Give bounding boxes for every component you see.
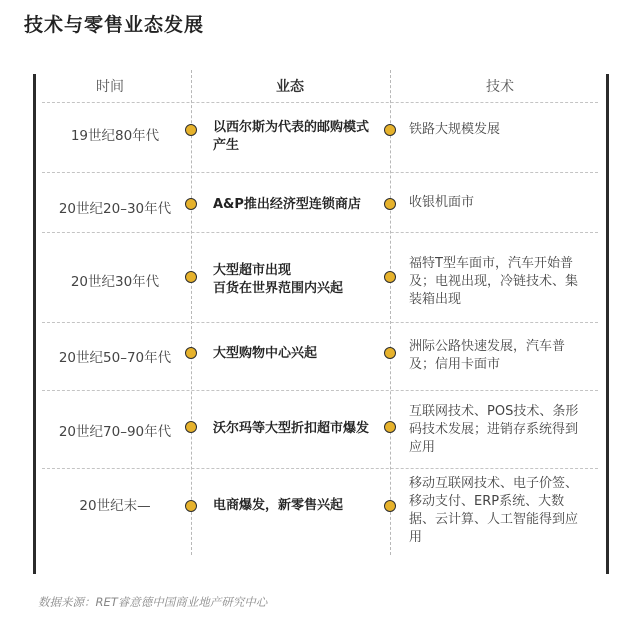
timeline-dot [185,271,197,283]
row-retail-form: 电商爆发，新零售兴起 [213,498,344,513]
row-technology: 福特T型车面市，汽车开始普及；电视出现，冷链技术、集装箱出现 [409,256,579,307]
row-retail-form: 以西尔斯为代表的邮购模式产生 [213,120,370,153]
timeline-dot [185,124,197,136]
row-retail-form: 沃尔玛等大型折扣超市爆发 [213,421,370,436]
row-retail-form: 大型购物中心兴起 [213,346,318,361]
right-frame-bar [606,74,609,574]
row-divider [42,468,598,469]
page-title: 技术与零售业态发展 [24,14,205,36]
row-time: 20世纪70–90年代 [58,424,172,440]
row-retail-form: A&P推出经济型连锁商店 [213,197,361,212]
timeline-dot [384,124,396,136]
row-divider [42,232,598,233]
row-time: 20世纪20–30年代 [58,201,172,217]
timeline-dot [384,347,396,359]
timeline-dot [185,347,197,359]
header-divider [42,102,598,103]
row-technology: 收银机面市 [409,195,475,210]
row-technology: 移动互联网技术、电子价签、移动支付、ERP系统、大数据、云计算、人工智能得到应用 [409,476,579,545]
timeline-dot [384,271,396,283]
timeline-dot [384,500,396,512]
timeline-dot [185,421,197,433]
row-time: 20世纪30年代 [70,274,160,290]
timeline-dot [384,421,396,433]
row-divider [42,172,598,173]
row-divider [42,390,598,391]
row-time: 20世纪末— [79,498,151,514]
header-technology: 技术 [486,79,514,95]
data-source-note: 数据来源：RET睿意德中国商业地产研究中心 [38,595,268,609]
header-retail-form: 业态 [276,79,304,95]
timeline-dot [384,198,396,210]
left-frame-bar [33,74,36,574]
row-technology: 铁路大规模发展 [409,122,501,137]
row-technology: 洲际公路快速发展，汽车普及；信用卡面市 [409,339,566,372]
row-technology: 互联网技术、POS技术、条形码技术发展；进销存系统得到应用 [409,404,579,455]
timeline-dot [185,500,197,512]
row-divider [42,322,598,323]
column-divider-left [191,70,192,555]
row-time: 20世纪50–70年代 [58,350,172,366]
header-time: 时间 [96,79,124,95]
timeline-dot [185,198,197,210]
row-time: 19世纪80年代 [70,128,160,144]
column-divider-right [390,70,391,555]
row-retail-form: 大型超市出现 百货在世界范围内兴起 [213,263,344,296]
